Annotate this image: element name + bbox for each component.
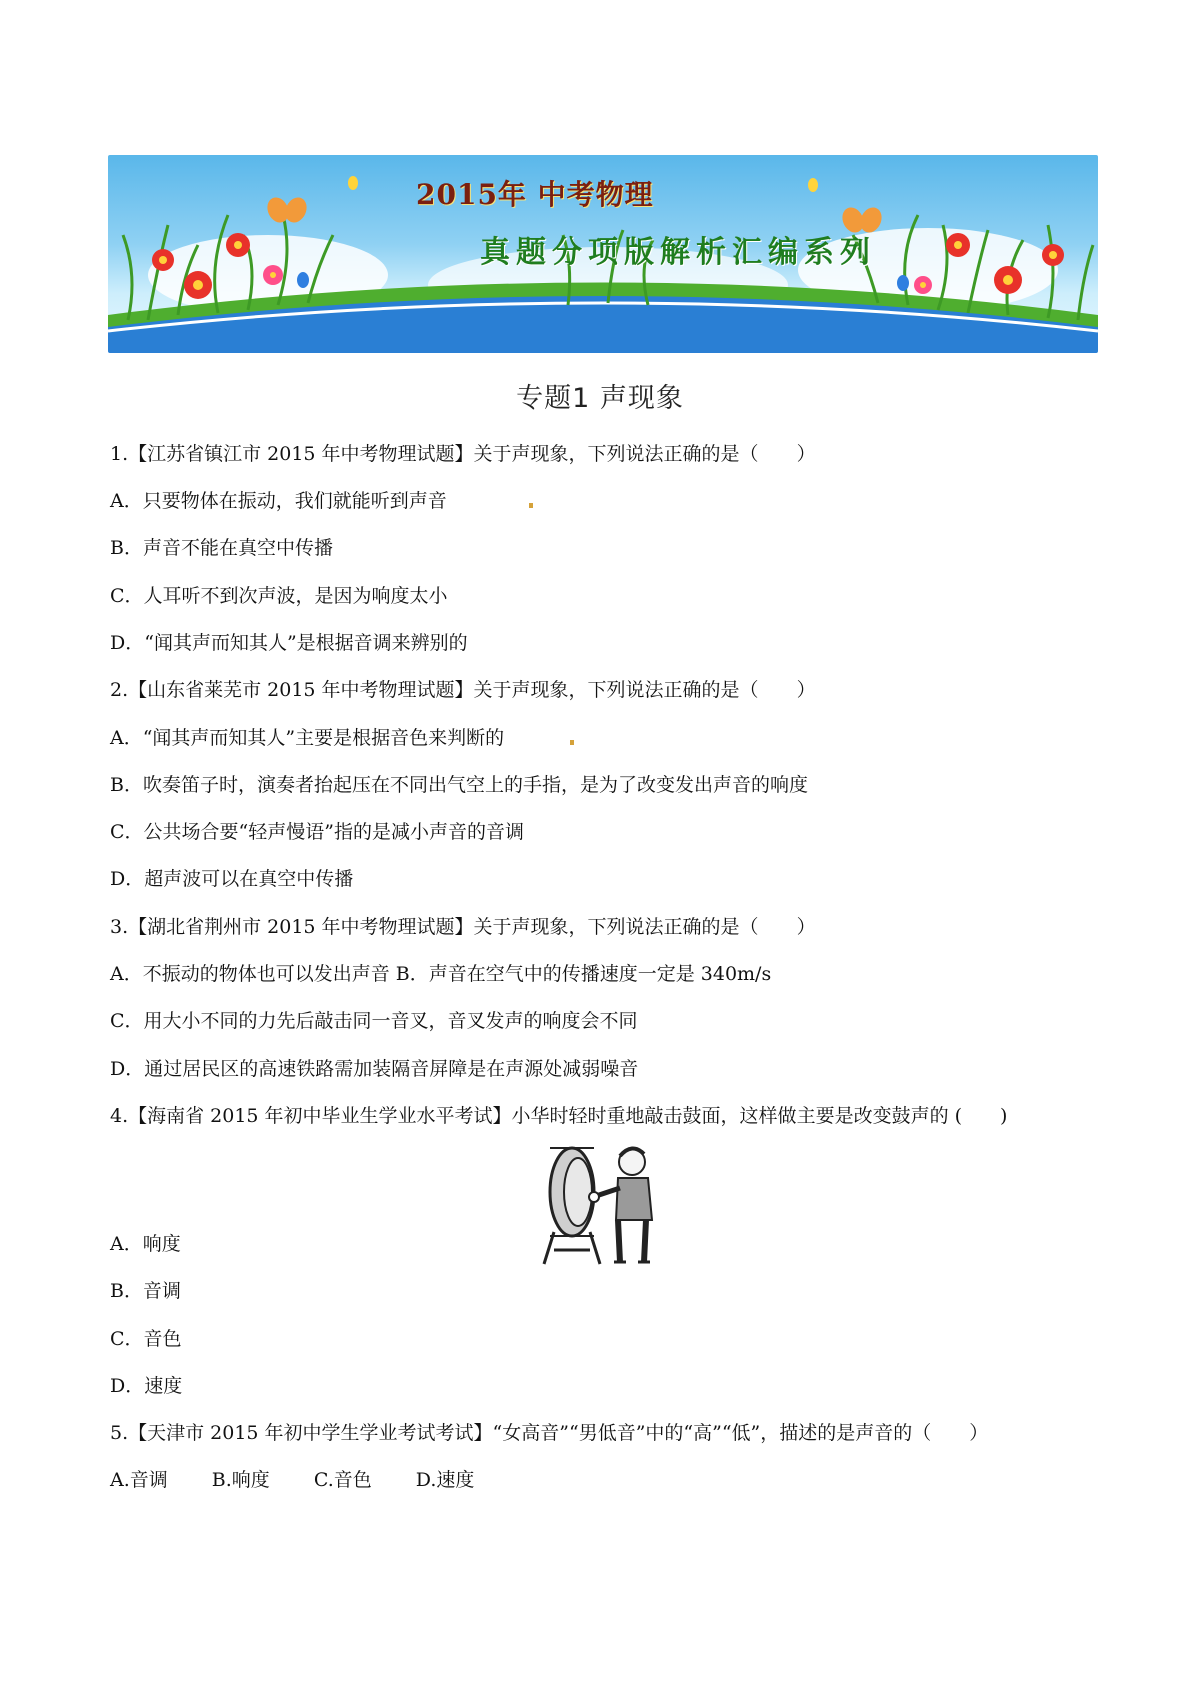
question-2-option-d: D．超声波可以在真空中传播 <box>110 868 354 890</box>
question-4-option-a: A．响度 <box>110 1233 181 1255</box>
question-1-option-d: D．“闻其声而知其人”是根据音调来辨别的 <box>110 632 468 654</box>
question-2-option-c: C．公共场合要“轻声慢语”指的是减小声音的音调 <box>110 821 524 843</box>
artifact-dot <box>529 503 533 508</box>
header-banner <box>108 155 1098 353</box>
banner-title-year: 2015年 中考物理 <box>416 178 654 211</box>
drum-figure-image <box>524 1140 670 1266</box>
question-5-options: A.音调 B.响度 C.音色 D.速度 <box>110 1469 475 1491</box>
question-3-option-c: C．用大小不同的力先后敲击同一音叉，音叉发声的响度会不同 <box>110 1010 638 1032</box>
question-2-option-a: A．“闻其声而知其人”主要是根据音色来判断的 <box>110 727 505 749</box>
question-4-option-c: C．音色 <box>110 1328 182 1350</box>
question-2-option-b: B．吹奏笛子时，演奏者抬起压在不同出气空上的手指，是为了改变发出声音的响度 <box>110 774 808 796</box>
question-4-option-b: B．音调 <box>110 1280 181 1302</box>
question-3-option-d: D．通过居民区的高速铁路需加装隔音屏障是在声源处减弱噪音 <box>110 1058 639 1080</box>
topic-title: 专题1 声现象 <box>516 383 684 414</box>
question-4-stem: 4.【海南省 2015 年初中毕业生学业水平考试】小华时轻时重地敲击鼓面，这样做主要是改变鼓声的 ( ) <box>110 1105 1008 1127</box>
artifact-dot <box>570 740 574 745</box>
question-1-option-a: A．只要物体在振动，我们就能听到声音 <box>110 490 447 512</box>
question-1-option-b: B．声音不能在真空中传播 <box>110 537 333 559</box>
question-1-stem: 1.【江苏省镇江市 2015 年中考物理试题】关于声现象，下列说法正确的是（ ） <box>110 443 816 465</box>
question-1-option-c: C．人耳听不到次声波，是因为响度太小 <box>110 585 448 607</box>
banner-title-series: 真题分项版解析汇编系列 <box>480 235 876 270</box>
question-4-option-d: D．速度 <box>110 1375 183 1397</box>
question-2-stem: 2.【山东省莱芜市 2015 年中考物理试题】关于声现象，下列说法正确的是（ ） <box>110 679 816 701</box>
question-5-stem: 5.【天津市 2015 年初中学生学业考试考试】“女高音”“男低音”中的“高”“低”，描述的是声音的（ ） <box>110 1422 989 1444</box>
question-3-stem: 3.【湖北省荆州市 2015 年中考物理试题】关于声现象，下列说法正确的是（ ） <box>110 916 816 938</box>
question-3-option-ab: A．不振动的物体也可以发出声音 B．声音在空气中的传播速度一定是 340m/s <box>110 963 772 985</box>
